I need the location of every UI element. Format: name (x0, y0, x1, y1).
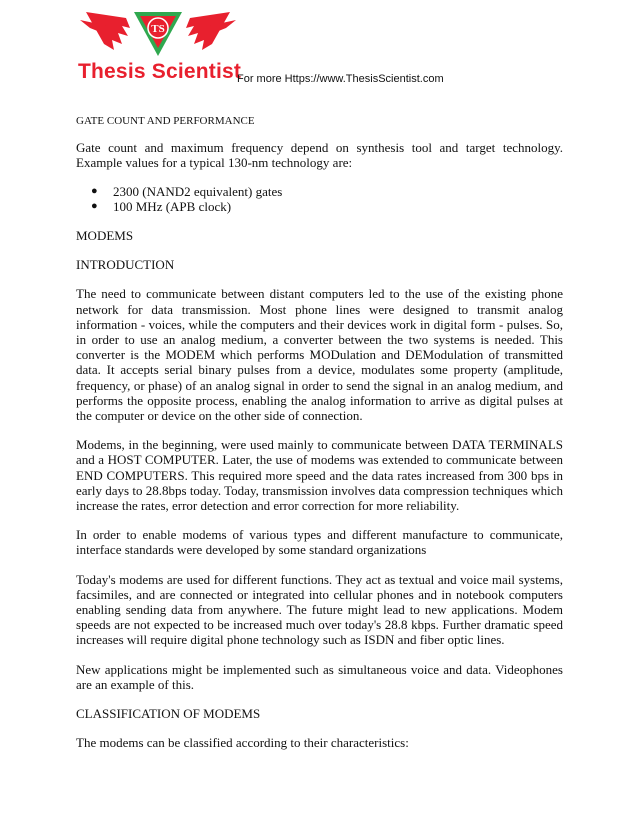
thesis-scientist-logo (78, 6, 238, 62)
bullet-icon: ● (91, 200, 98, 213)
document-content (76, 114, 563, 764)
list-item: ● 100 MHz (APB clock) (91, 199, 232, 215)
paragraph: Modems, in the beginning, were used mainly to communicate between DATA TERMINALS and a HOST COMPUTER. Later, the use of modems was extended to communicate between END COMPUTERS. This required more speed and the data rates increased from 300 bps in early days to 28.8bps today. Today, transmission involves data compression techniques which increase the rates, error detection and error correction for more reliability. (76, 437, 563, 514)
brand-website: For more Https://www.ThesisScientist.com (237, 73, 444, 85)
list-item: ● 2300 (NAND2 equivalent) gates (91, 184, 283, 200)
classification-intro: The modems can be classified according to their characteristics: (76, 735, 409, 751)
gate-count-intro: Gate count and maximum frequency depend on synthesis tool and target technology. Example values for a typical 130-nm technology are: (76, 140, 563, 171)
section-heading-introduction: INTRODUCTION (76, 257, 175, 273)
brand-name: Thesis Scientist (78, 60, 242, 83)
section-heading-gate-count: GATE COUNT AND PERFORMANCE (76, 115, 255, 127)
paragraph: Today's modems are used for different functions. They act as textual and voice mail systems, facsimiles, and are connected or integrated into cellular phones and in notebook computers enabling sending data from anywhere. The future might lead to new applications. Modem speeds are not expected to be increased much over today's 28.8 kbps. Further dramatic speed increases will require digital phone technology such as ISDN and fiber optic lines. (76, 571, 563, 648)
logo-monogram: TS (151, 23, 165, 35)
section-heading-classification: CLASSIFICATION OF MODEMS (76, 706, 261, 722)
paragraph: In order to enable modems of various types and different manufacture to communicate, interface standards were developed by some standard organizations (76, 527, 563, 558)
paragraph: The need to communicate between distant computers led to the use of the existing phone network for data transmission. Most phone lines were designed to transmit analog information - voices, while the computers and their devices work in digital form - pulses. So, in order to use an analog medium, a converter between the two systems is needed. This converter is the MODEM which performs MODulation and DEModulation of transmitted data. It accepts serial binary pulses from a device, modulates some property (amplitude, frequency, or phase) of an analog signal in order to send the signal in an analog medium, and performs the opposite process, enabling the analog information to arrive as digital pulses at the computer or device on the other side of connection. (76, 286, 563, 424)
gate-count-list (76, 184, 563, 214)
section-heading-modems: MODEMS (76, 228, 134, 244)
paragraph: New applications might be implemented such as simultaneous voice and data. Videophones are an example of this. (76, 661, 563, 692)
bullet-icon: ● (91, 185, 98, 198)
